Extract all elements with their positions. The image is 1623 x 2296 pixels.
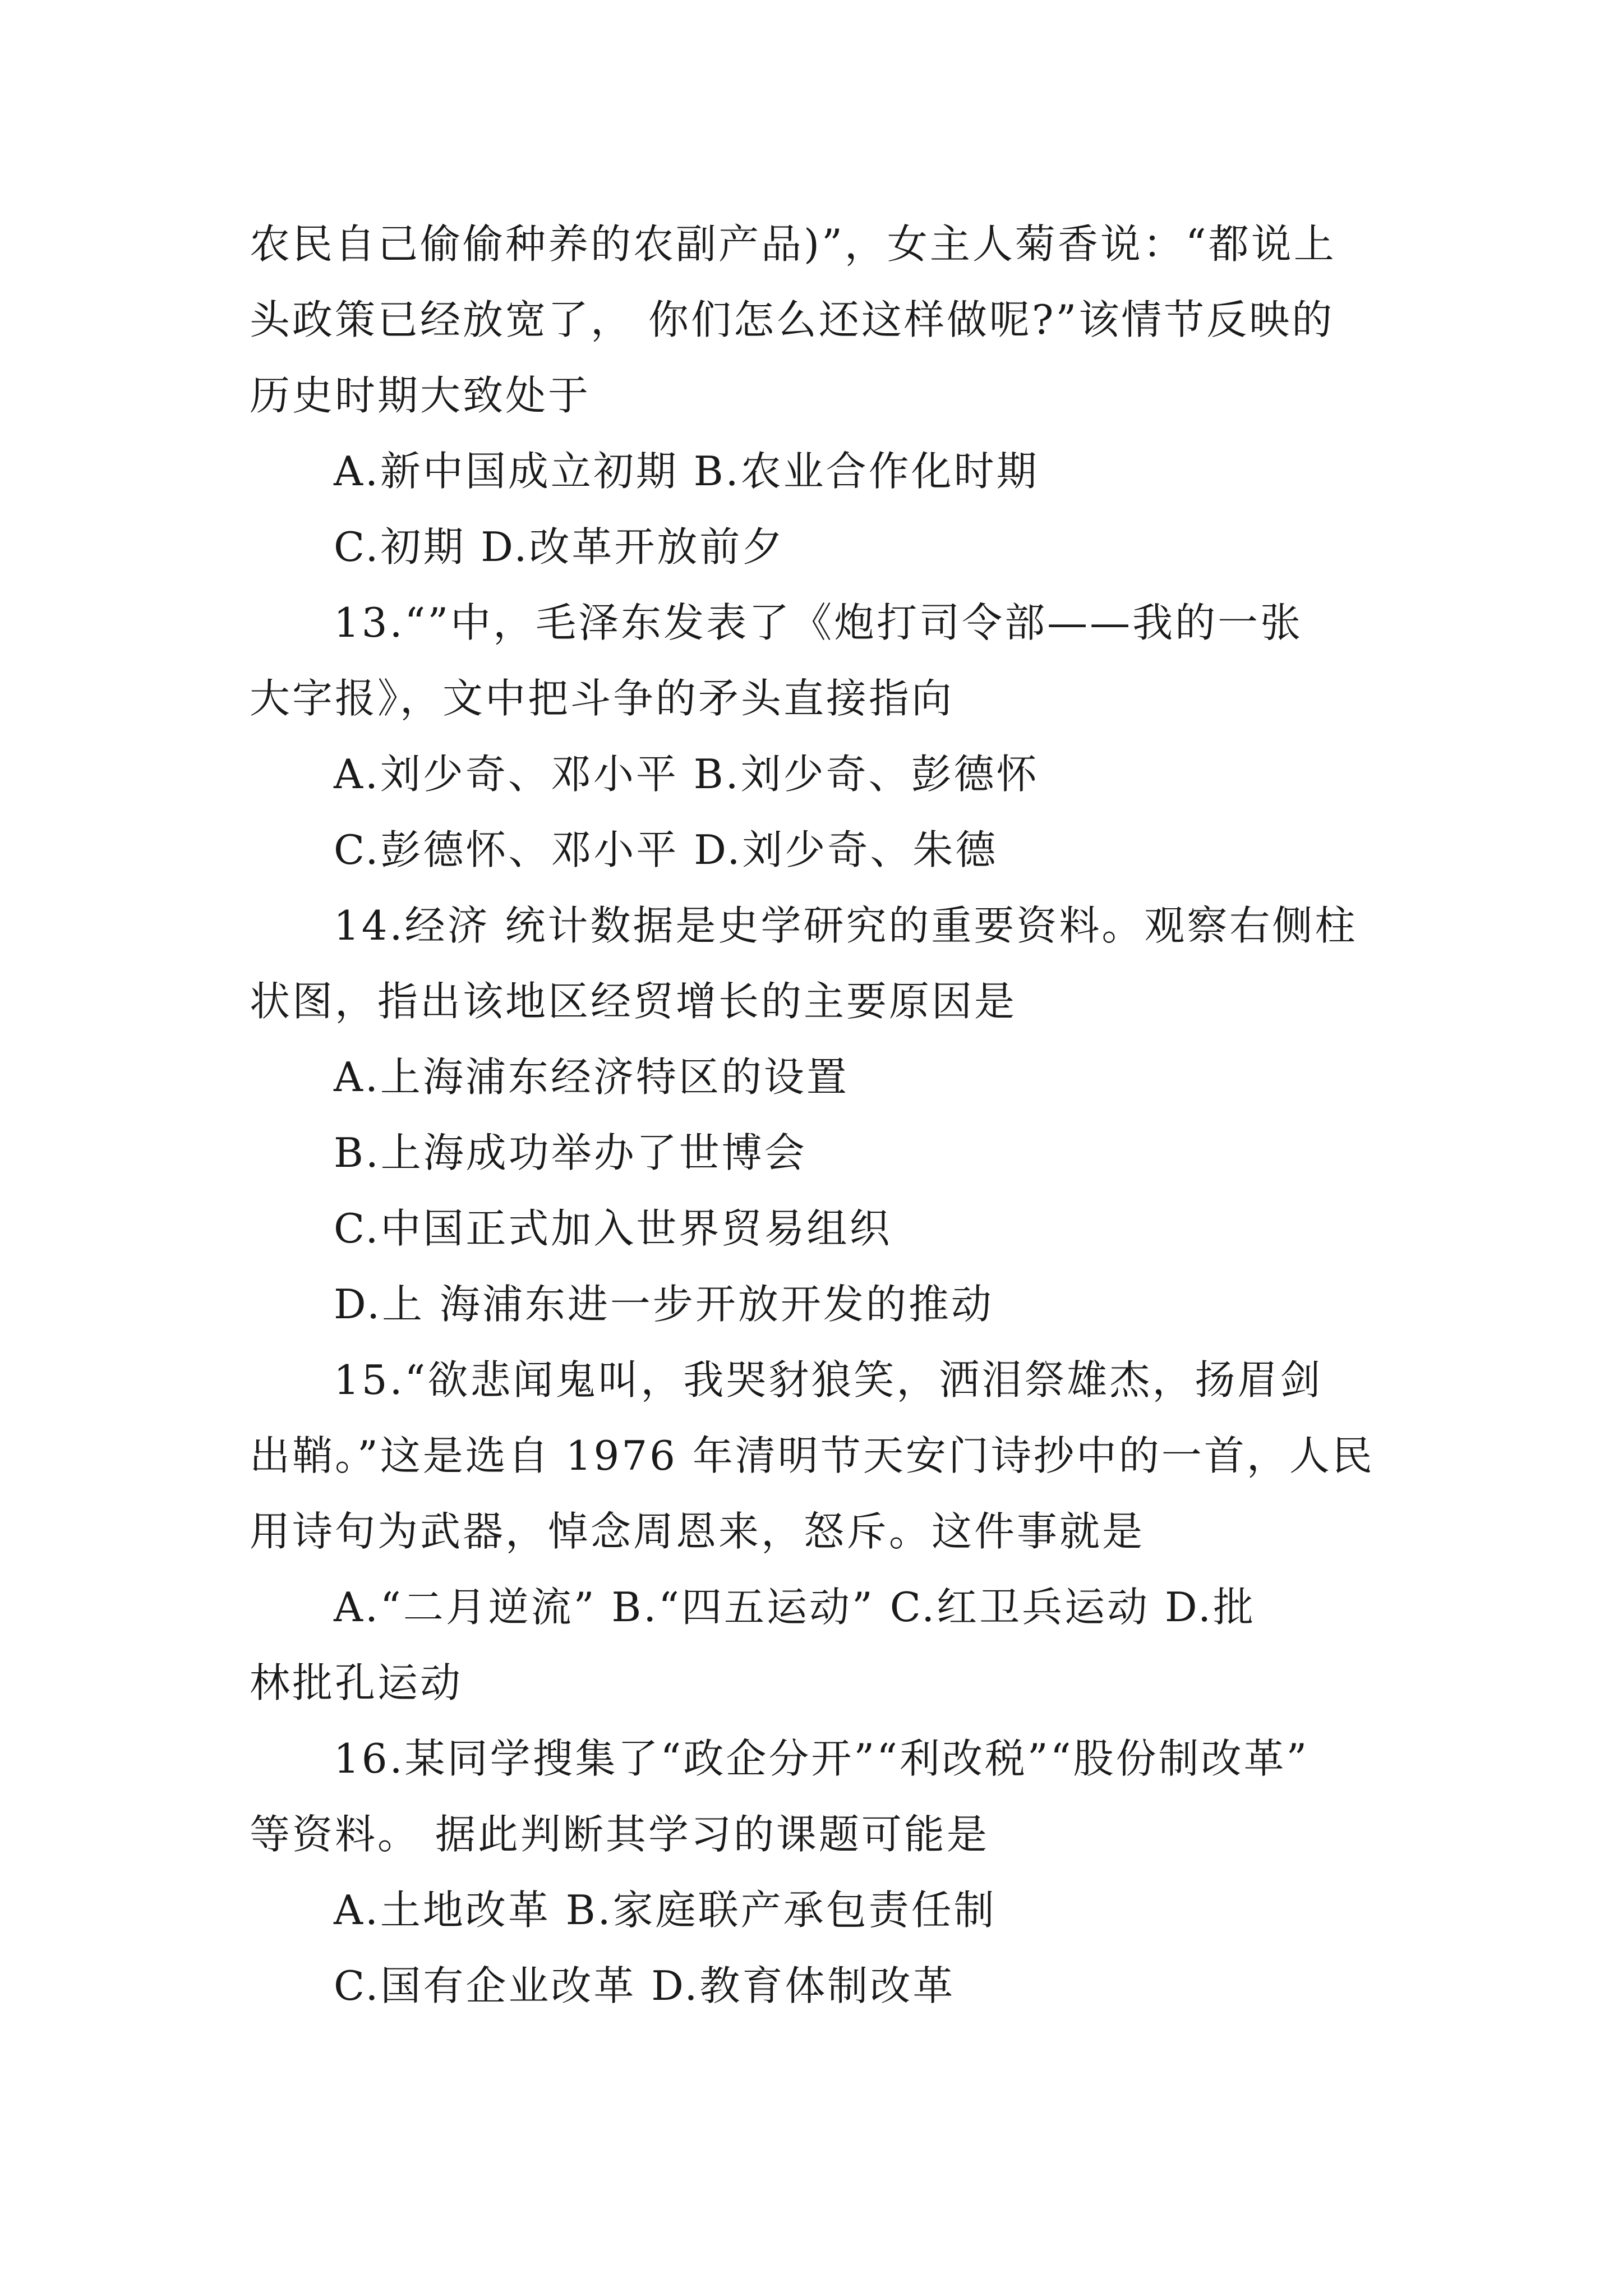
q12-text-line-2: 头政策已经放宽了， 你们怎么还这样做呢?”该情节反映的 [250, 296, 1335, 343]
q13-options-cd: C.彭德怀、邓小平 D.刘少奇、朱德 [334, 826, 998, 873]
q12-text-line-1: 农民自己偷偷种养的农副产品)”，女主人菊香说：“都说上 [250, 220, 1336, 268]
q14-text-line-2: 状图，指出该地区经贸增长的主要原因是 [250, 978, 1017, 1025]
q14-option-b: B.上海成功举办了世博会 [334, 1129, 807, 1176]
q16-options-cd: C.国有企业改革 D.教育体制改革 [334, 1962, 956, 2009]
q15-options: A.“二月逆流” B.“四五运动” C.红卫兵运动 D.批 [334, 1584, 1256, 1631]
q14-text-line-1: 14.经济 统计数据是史学研究的重要资料。观察右侧柱 [334, 902, 1358, 949]
q15-text-line-3: 用诗句为武器，悼念周恩来，怒斥。这件事就是 [250, 1508, 1145, 1555]
q16-options-ab: A.土地改革 B.家庭联产承包责任制 [334, 1887, 997, 1934]
q12-options-cd: C.初期 D.改革开放前夕 [334, 523, 785, 570]
q14-option-c: C.中国正式加入世界贸易组织 [334, 1205, 892, 1252]
q16-text-line-1: 16.某同学搜集了“政企分开”“利改税”“股份制改革” [334, 1735, 1310, 1782]
q15-text-line-1: 15.“欲悲闻鬼叫，我哭豺狼笑，洒泪祭雄杰，扬眉剑 [334, 1356, 1323, 1404]
q16-text-line-2: 等资料。 据此判断其学习的课题可能是 [250, 1811, 989, 1858]
q14-option-d: D.上 海浦东进一步开放开发的推动 [334, 1281, 994, 1328]
q15-text-line-2: 出鞘。”这是选自 1976 年清明节天安门诗抄中的一首，人民 [250, 1432, 1375, 1479]
q12-options-ab: A.新中国成立初期 B.农业合作化时期 [334, 448, 1039, 495]
q12-text-line-3: 历史时期大致处于 [250, 372, 591, 419]
q13-text-line-2: 大字报》，文中把斗争的矛头直接指向 [250, 675, 955, 722]
q13-options-ab: A.刘少奇、邓小平 B.刘少奇、彭德怀 [334, 751, 1039, 798]
q15-options-continued: 林批孔运动 [250, 1659, 463, 1706]
q13-text-line-1: 13.“”中，毛泽东发表了《炮打司令部——我的一张 [334, 599, 1303, 646]
q14-option-a: A.上海浦东经济特区的设置 [334, 1053, 849, 1101]
